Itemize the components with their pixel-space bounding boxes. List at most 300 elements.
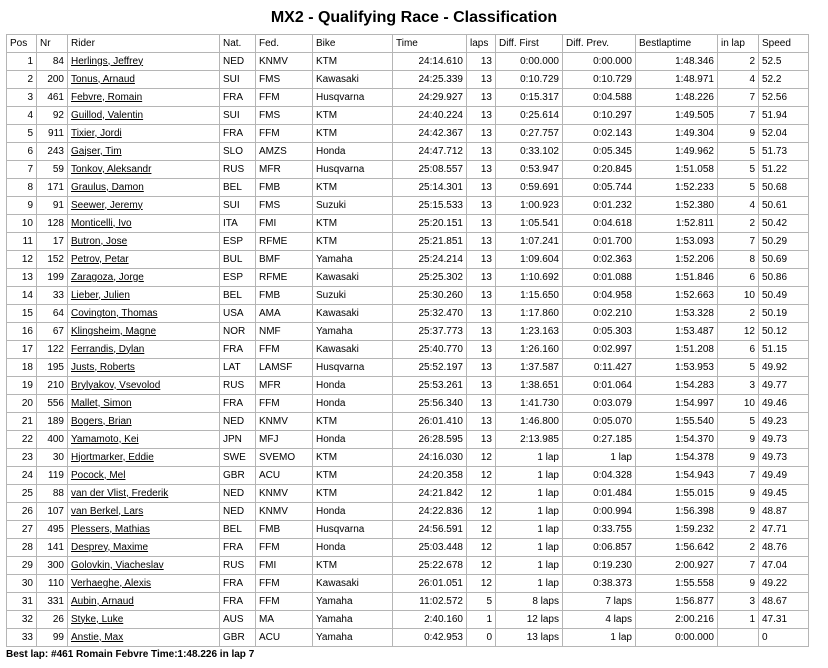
column-header: Rider bbox=[68, 35, 220, 53]
table-cell: Yamaha bbox=[313, 593, 393, 611]
table-cell: 26 bbox=[37, 611, 68, 629]
table-cell: 20 bbox=[7, 395, 37, 413]
table-cell: 24:25.339 bbox=[393, 71, 467, 89]
table-cell: 92 bbox=[37, 107, 68, 125]
table-cell: 0:33.102 bbox=[496, 143, 563, 161]
table-cell: 24:16.030 bbox=[393, 449, 467, 467]
table-cell: 5 bbox=[718, 413, 759, 431]
table-cell: 1:55.015 bbox=[636, 485, 718, 503]
table-row bbox=[7, 71, 809, 89]
column-header: Nat. bbox=[220, 35, 256, 53]
table-cell: 0:42.953 bbox=[393, 629, 467, 647]
table-cell: 0:15.317 bbox=[496, 89, 563, 107]
rider-link[interactable]: Anstie, Max bbox=[71, 631, 124, 643]
column-header: Time bbox=[393, 35, 467, 53]
table-cell: 1:48.971 bbox=[636, 71, 718, 89]
rider-cell bbox=[68, 161, 220, 179]
table-cell: 0:04.618 bbox=[563, 215, 636, 233]
table-row bbox=[7, 611, 809, 629]
rider-cell bbox=[68, 143, 220, 161]
table-cell: 3 bbox=[7, 89, 37, 107]
rider-link[interactable]: Tonkov, Aleksandr bbox=[71, 163, 152, 175]
table-cell: 5 bbox=[718, 179, 759, 197]
rider-link[interactable]: Golovkin, Viacheslav bbox=[71, 559, 164, 571]
rider-link[interactable]: Aubin, Arnaud bbox=[71, 595, 134, 607]
table-row bbox=[7, 431, 809, 449]
table-cell: 24:20.358 bbox=[393, 467, 467, 485]
table-cell: Yamaha bbox=[313, 323, 393, 341]
table-cell: SVEMO bbox=[256, 449, 313, 467]
table-cell: 1:15.650 bbox=[496, 287, 563, 305]
rider-link[interactable]: Ferrandis, Dylan bbox=[71, 343, 145, 355]
table-cell: 52.5 bbox=[759, 53, 809, 71]
table-cell: FFM bbox=[256, 395, 313, 413]
table-cell: 49.92 bbox=[759, 359, 809, 377]
table-cell: 0:02.210 bbox=[563, 305, 636, 323]
table-cell: 2 bbox=[7, 71, 37, 89]
table-cell: FRA bbox=[220, 539, 256, 557]
table-cell: 0:10.297 bbox=[563, 107, 636, 125]
table-row bbox=[7, 485, 809, 503]
table-cell: Yamaha bbox=[313, 611, 393, 629]
table-cell: 0:02.997 bbox=[563, 341, 636, 359]
rider-cell bbox=[68, 611, 220, 629]
table-row bbox=[7, 377, 809, 395]
column-header: Bestlaptime bbox=[636, 35, 718, 53]
rider-link[interactable]: Tonus, Arnaud bbox=[71, 73, 135, 85]
table-cell: RFME bbox=[256, 269, 313, 287]
rider-link[interactable]: Graulus, Damon bbox=[71, 181, 144, 193]
column-header: Pos bbox=[7, 35, 37, 53]
table-cell: 210 bbox=[37, 377, 68, 395]
table-cell: KNMV bbox=[256, 503, 313, 521]
rider-link[interactable]: Pocock, Mel bbox=[71, 469, 126, 481]
table-cell: 25:03.448 bbox=[393, 539, 467, 557]
table-cell: 11:02.572 bbox=[393, 593, 467, 611]
table-cell: 0:02.143 bbox=[563, 125, 636, 143]
rider-link[interactable]: Verhaeghe, Alexis bbox=[71, 577, 152, 589]
rider-link[interactable]: Butron, Jose bbox=[71, 235, 128, 247]
table-row bbox=[7, 575, 809, 593]
table-cell: 0 bbox=[759, 629, 809, 647]
table-cell: 0:38.373 bbox=[563, 575, 636, 593]
table-cell: 0:01.088 bbox=[563, 269, 636, 287]
table-cell: 29 bbox=[7, 557, 37, 575]
rider-link[interactable]: Covington, Thomas bbox=[71, 307, 158, 319]
table-cell: 200 bbox=[37, 71, 68, 89]
table-cell: 1:52.380 bbox=[636, 197, 718, 215]
table-cell: 0:27.757 bbox=[496, 125, 563, 143]
table-cell: NMF bbox=[256, 323, 313, 341]
table-cell: 0:01.064 bbox=[563, 377, 636, 395]
table-cell: 5 bbox=[718, 359, 759, 377]
table-cell: 0:10.729 bbox=[563, 71, 636, 89]
table-cell: BMF bbox=[256, 251, 313, 269]
table-cell: 1:23.163 bbox=[496, 323, 563, 341]
table-cell: KNMV bbox=[256, 53, 313, 71]
table-cell: FRA bbox=[220, 341, 256, 359]
table-cell: 16 bbox=[7, 323, 37, 341]
table-cell: Kawasaki bbox=[313, 341, 393, 359]
table-cell: NED bbox=[220, 503, 256, 521]
table-cell: MFR bbox=[256, 161, 313, 179]
page-title: MX2 - Qualifying Race - Classification bbox=[270, 9, 558, 26]
table-cell: 49.22 bbox=[759, 575, 809, 593]
table-row bbox=[7, 107, 809, 125]
table-cell: 1 lap bbox=[496, 467, 563, 485]
table-cell: 12 bbox=[467, 449, 496, 467]
table-cell: 1:26.160 bbox=[496, 341, 563, 359]
rider-cell bbox=[68, 107, 220, 125]
table-cell: 67 bbox=[37, 323, 68, 341]
rider-link[interactable]: Gajser, Tim bbox=[71, 145, 122, 157]
table-cell: 1:51.058 bbox=[636, 161, 718, 179]
table-row bbox=[7, 305, 809, 323]
rider-cell bbox=[68, 53, 220, 71]
table-cell: 1 lap bbox=[563, 629, 636, 647]
rider-cell bbox=[68, 125, 220, 143]
table-row bbox=[7, 179, 809, 197]
rider-link[interactable]: Petrov, Petar bbox=[71, 253, 129, 265]
table-row bbox=[7, 413, 809, 431]
table-cell: 15 bbox=[7, 305, 37, 323]
rider-link[interactable]: Plessers, Mathias bbox=[71, 523, 150, 535]
table-cell: 1:54.370 bbox=[636, 431, 718, 449]
table-cell: Husqvarna bbox=[313, 89, 393, 107]
rider-link[interactable]: Bogers, Brian bbox=[71, 415, 132, 427]
table-cell: GBR bbox=[220, 629, 256, 647]
table-cell: 107 bbox=[37, 503, 68, 521]
table-cell: 1:54.283 bbox=[636, 377, 718, 395]
table-cell: Suzuki bbox=[313, 287, 393, 305]
table-cell: Honda bbox=[313, 503, 393, 521]
table-cell: 2:00.927 bbox=[636, 557, 718, 575]
table-cell: 110 bbox=[37, 575, 68, 593]
table-cell: 13 bbox=[467, 179, 496, 197]
table-cell: 2:00.216 bbox=[636, 611, 718, 629]
table-cell: 50.61 bbox=[759, 197, 809, 215]
table-cell: 28 bbox=[7, 539, 37, 557]
table-cell: 2:13.985 bbox=[496, 431, 563, 449]
table-cell: KTM bbox=[313, 233, 393, 251]
table-cell: 1:53.487 bbox=[636, 323, 718, 341]
table-cell: 47.04 bbox=[759, 557, 809, 575]
rider-link[interactable]: Lieber, Julien bbox=[71, 289, 130, 301]
table-cell: FMI bbox=[256, 215, 313, 233]
rider-link[interactable]: Monticelli, Ivo bbox=[71, 217, 132, 229]
table-cell: 49.23 bbox=[759, 413, 809, 431]
rider-link[interactable]: Hjortmarker, Eddie bbox=[71, 451, 154, 463]
table-row bbox=[7, 215, 809, 233]
table-cell: 1:54.943 bbox=[636, 467, 718, 485]
table-cell: LAT bbox=[220, 359, 256, 377]
rider-link[interactable]: Herlings, Jeffrey bbox=[71, 55, 144, 67]
table-cell: 13 bbox=[467, 377, 496, 395]
table-cell: 25:37.773 bbox=[393, 323, 467, 341]
rider-cell bbox=[68, 557, 220, 575]
table-cell: ACU bbox=[256, 629, 313, 647]
table-cell: 52.56 bbox=[759, 89, 809, 107]
table-cell: 1 lap bbox=[496, 485, 563, 503]
rider-link[interactable]: van der Vlist, Frederik bbox=[71, 487, 169, 499]
rider-cell bbox=[68, 251, 220, 269]
table-cell: 7 bbox=[718, 233, 759, 251]
rider-cell bbox=[68, 575, 220, 593]
table-cell: 12 laps bbox=[496, 611, 563, 629]
table-row bbox=[7, 161, 809, 179]
table-cell: 24:22.836 bbox=[393, 503, 467, 521]
table-cell: 1:48.346 bbox=[636, 53, 718, 71]
rider-link[interactable]: Justs, Roberts bbox=[71, 361, 135, 373]
rider-link[interactable]: Tixier, Jordi bbox=[71, 127, 122, 139]
table-cell: FMI bbox=[256, 557, 313, 575]
table-cell: Husqvarna bbox=[313, 521, 393, 539]
rider-link[interactable]: Guillod, Valentin bbox=[71, 109, 144, 121]
table-cell: 911 bbox=[37, 125, 68, 143]
table-cell: 25:32.470 bbox=[393, 305, 467, 323]
table-cell: 0:20.845 bbox=[563, 161, 636, 179]
rider-link[interactable]: Brylyakov, Vsevolod bbox=[71, 379, 161, 391]
table-cell: 12 bbox=[467, 575, 496, 593]
table-cell: 461 bbox=[37, 89, 68, 107]
rider-link[interactable]: Styke, Luke bbox=[71, 613, 124, 625]
table-cell: 48.87 bbox=[759, 503, 809, 521]
table-cell: 7 bbox=[718, 107, 759, 125]
table-cell: 9 bbox=[7, 197, 37, 215]
table-header-row bbox=[7, 35, 809, 53]
table-cell: 49.45 bbox=[759, 485, 809, 503]
table-cell: 0:06.857 bbox=[563, 539, 636, 557]
table-cell: NED bbox=[220, 53, 256, 71]
table-cell: ESP bbox=[220, 233, 256, 251]
table-cell: FRA bbox=[220, 89, 256, 107]
table-cell: 48.76 bbox=[759, 539, 809, 557]
table-row bbox=[7, 125, 809, 143]
table-cell: 25:52.197 bbox=[393, 359, 467, 377]
table-cell: 0:05.744 bbox=[563, 179, 636, 197]
table-cell: 25:14.301 bbox=[393, 179, 467, 197]
table-cell: 1:54.378 bbox=[636, 449, 718, 467]
column-header: Diff. First bbox=[496, 35, 563, 53]
table-cell: FMS bbox=[256, 107, 313, 125]
table-cell: 12 bbox=[467, 485, 496, 503]
rider-link[interactable]: Klingsheim, Magne bbox=[71, 325, 157, 337]
table-cell: 9 bbox=[718, 485, 759, 503]
table-cell: 3 bbox=[718, 593, 759, 611]
table-cell: 13 bbox=[467, 197, 496, 215]
table-cell: 91 bbox=[37, 197, 68, 215]
table-cell: 32 bbox=[7, 611, 37, 629]
table-cell: MFJ bbox=[256, 431, 313, 449]
table-cell: 1 lap bbox=[496, 503, 563, 521]
table-cell: 1 lap bbox=[563, 449, 636, 467]
table-cell: 24:29.927 bbox=[393, 89, 467, 107]
table-row bbox=[7, 251, 809, 269]
table-cell: 47.31 bbox=[759, 611, 809, 629]
table-cell: Honda bbox=[313, 377, 393, 395]
table-cell: 7 bbox=[718, 467, 759, 485]
table-cell: 10 bbox=[7, 215, 37, 233]
table-cell: 33 bbox=[37, 287, 68, 305]
table-cell: 26:01.051 bbox=[393, 575, 467, 593]
table-cell: 49.77 bbox=[759, 377, 809, 395]
rider-cell bbox=[68, 431, 220, 449]
table-cell: 5 bbox=[718, 143, 759, 161]
table-cell: NED bbox=[220, 485, 256, 503]
table-cell: 30 bbox=[7, 575, 37, 593]
table-cell: 7 bbox=[718, 89, 759, 107]
table-cell: 189 bbox=[37, 413, 68, 431]
table-cell: 119 bbox=[37, 467, 68, 485]
rider-link[interactable]: Mallet, Simon bbox=[71, 397, 132, 409]
table-cell: 88 bbox=[37, 485, 68, 503]
table-cell: 25:53.261 bbox=[393, 377, 467, 395]
table-cell: 0:10.729 bbox=[496, 71, 563, 89]
table-cell: GBR bbox=[220, 467, 256, 485]
table-cell: 9 bbox=[718, 431, 759, 449]
table-row bbox=[7, 557, 809, 575]
table-cell: 1:53.953 bbox=[636, 359, 718, 377]
table-cell: 300 bbox=[37, 557, 68, 575]
table-cell: 13 bbox=[467, 89, 496, 107]
table-cell: 1:59.232 bbox=[636, 521, 718, 539]
table-cell: 27 bbox=[7, 521, 37, 539]
table-cell: KTM bbox=[313, 557, 393, 575]
table-cell: 25:30.260 bbox=[393, 287, 467, 305]
rider-cell bbox=[68, 359, 220, 377]
table-cell: KTM bbox=[313, 467, 393, 485]
table-cell: 19 bbox=[7, 377, 37, 395]
table-cell: FFM bbox=[256, 575, 313, 593]
table-cell: 4 bbox=[718, 71, 759, 89]
table-cell: 495 bbox=[37, 521, 68, 539]
table-row bbox=[7, 359, 809, 377]
table-cell: Honda bbox=[313, 539, 393, 557]
table-cell: 50.69 bbox=[759, 251, 809, 269]
table-row bbox=[7, 449, 809, 467]
rider-cell bbox=[68, 539, 220, 557]
table-cell: Yamaha bbox=[313, 251, 393, 269]
table-cell: Kawasaki bbox=[313, 269, 393, 287]
rider-cell bbox=[68, 485, 220, 503]
table-cell: RFME bbox=[256, 233, 313, 251]
table-cell: 0:03.079 bbox=[563, 395, 636, 413]
table-cell: 52.2 bbox=[759, 71, 809, 89]
rider-cell bbox=[68, 197, 220, 215]
table-cell: 1:46.800 bbox=[496, 413, 563, 431]
table-cell: FRA bbox=[220, 125, 256, 143]
table-cell: 0:27.185 bbox=[563, 431, 636, 449]
table-cell: 25:25.302 bbox=[393, 269, 467, 287]
rider-cell bbox=[68, 89, 220, 107]
table-cell: 1:09.604 bbox=[496, 251, 563, 269]
rider-link[interactable]: Zaragoza, Jorge bbox=[71, 271, 144, 283]
table-cell: 6 bbox=[718, 269, 759, 287]
table-cell: 30 bbox=[37, 449, 68, 467]
table-cell: 11 bbox=[7, 233, 37, 251]
rider-link[interactable]: Febvre, Romain bbox=[71, 91, 143, 103]
rider-cell bbox=[68, 233, 220, 251]
table-cell: Honda bbox=[313, 431, 393, 449]
table-cell: 51.73 bbox=[759, 143, 809, 161]
table-cell: 0:00.000 bbox=[563, 53, 636, 71]
table-cell: 64 bbox=[37, 305, 68, 323]
table-cell: 0:59.691 bbox=[496, 179, 563, 197]
table-cell: 1:51.846 bbox=[636, 269, 718, 287]
table-cell: SUI bbox=[220, 107, 256, 125]
table-cell: 25:40.770 bbox=[393, 341, 467, 359]
table-cell: 1:49.962 bbox=[636, 143, 718, 161]
table-cell: 5 bbox=[718, 161, 759, 179]
table-row bbox=[7, 269, 809, 287]
table-cell: 47.71 bbox=[759, 521, 809, 539]
table-cell: 12 bbox=[718, 323, 759, 341]
table-cell: KTM bbox=[313, 485, 393, 503]
table-cell: RUS bbox=[220, 377, 256, 395]
rider-link[interactable]: Desprey, Maxime bbox=[71, 541, 149, 553]
table-cell: 24:47.712 bbox=[393, 143, 467, 161]
table-cell: 33 bbox=[7, 629, 37, 647]
table-cell: 0:00.000 bbox=[636, 629, 718, 647]
table-cell: MA bbox=[256, 611, 313, 629]
table-cell: 13 bbox=[467, 107, 496, 125]
table-cell: 122 bbox=[37, 341, 68, 359]
table-cell: 1 bbox=[467, 611, 496, 629]
table-cell: 12 bbox=[467, 503, 496, 521]
column-header: Diff. Prev. bbox=[563, 35, 636, 53]
table-cell: 25:21.851 bbox=[393, 233, 467, 251]
table-cell: 13 bbox=[467, 431, 496, 449]
table-cell: 6 bbox=[718, 341, 759, 359]
table-cell: 25:15.533 bbox=[393, 197, 467, 215]
table-cell: 17 bbox=[7, 341, 37, 359]
rider-cell bbox=[68, 269, 220, 287]
table-cell: 13 bbox=[467, 233, 496, 251]
table-cell: BEL bbox=[220, 521, 256, 539]
table-cell: 8 bbox=[718, 251, 759, 269]
table-cell: FMB bbox=[256, 287, 313, 305]
table-cell: 1:52.206 bbox=[636, 251, 718, 269]
table-cell: 12 bbox=[467, 521, 496, 539]
table-cell: 400 bbox=[37, 431, 68, 449]
table-cell: 152 bbox=[37, 251, 68, 269]
table-cell: Yamaha bbox=[313, 629, 393, 647]
table-cell: 6 bbox=[7, 143, 37, 161]
table-cell: 0:04.588 bbox=[563, 89, 636, 107]
table-cell: 0:01.232 bbox=[563, 197, 636, 215]
rider-link[interactable]: Seewer, Jeremy bbox=[71, 199, 143, 211]
table-cell: 1 lap bbox=[496, 449, 563, 467]
table-cell: 243 bbox=[37, 143, 68, 161]
table-cell: 50.12 bbox=[759, 323, 809, 341]
rider-link[interactable]: van Berkel, Lars bbox=[71, 505, 144, 517]
table-cell: 51.94 bbox=[759, 107, 809, 125]
table-cell: 59 bbox=[37, 161, 68, 179]
table-cell: Suzuki bbox=[313, 197, 393, 215]
table-cell: FFM bbox=[256, 125, 313, 143]
table-cell: 26:01.410 bbox=[393, 413, 467, 431]
table-cell: 24 bbox=[7, 467, 37, 485]
table-cell: FMS bbox=[256, 71, 313, 89]
table-cell: 8 laps bbox=[496, 593, 563, 611]
column-header: in lap bbox=[718, 35, 759, 53]
table-cell: 50.68 bbox=[759, 179, 809, 197]
rider-link[interactable]: Yamamoto, Kei bbox=[71, 433, 139, 445]
table-cell: 556 bbox=[37, 395, 68, 413]
table-cell: 7 bbox=[7, 161, 37, 179]
table-cell: FFM bbox=[256, 593, 313, 611]
table-cell: SUI bbox=[220, 71, 256, 89]
